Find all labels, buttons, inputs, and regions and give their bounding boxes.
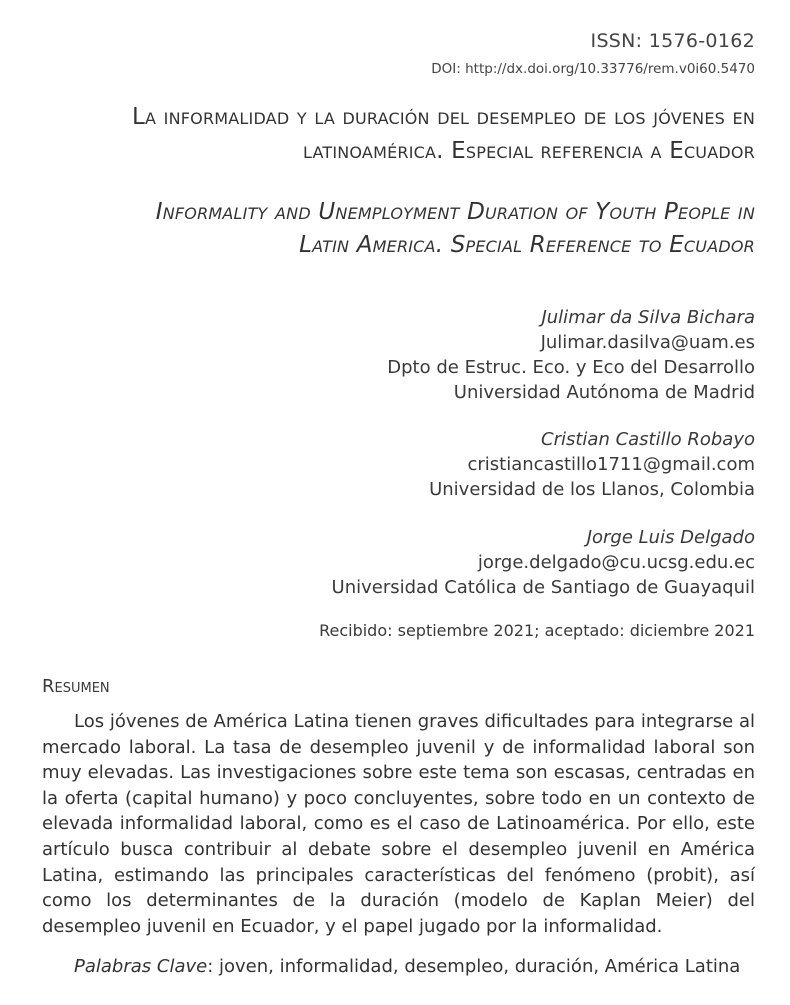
doi-link[interactable]: DOI: http://dx.doi.org/10.33776/rem.v0i60.5470 bbox=[431, 61, 755, 77]
received-accepted-dates: Recibido: septiembre 2021; aceptado: diciembre 2021 bbox=[319, 621, 755, 640]
author-block-3 bbox=[332, 525, 755, 600]
abstract-heading: Resumen bbox=[42, 676, 110, 697]
author-block-2 bbox=[429, 427, 755, 502]
title-spanish bbox=[40, 100, 755, 168]
author-email[interactable]: jorge.delgado@cu.ucsg.edu.ec bbox=[477, 552, 755, 573]
title-spanish-line-1: La informalidad y la duración del desempleo de los jóvenes en bbox=[131, 104, 755, 130]
author-name: Julimar da Silva Bichara bbox=[541, 307, 755, 328]
author-affiliation: Universidad Autónoma de Madrid bbox=[453, 382, 755, 403]
author-affiliation: Dpto de Estruc. Eco. y Eco del Desarrollo bbox=[387, 357, 755, 378]
abstract-text: Los jóvenes de América Latina tienen graves dificultades para integrarse al mercado laboral. La tasa de desempleo juvenil y de informalidad laboral son muy elevadas. Las investigaciones sobre este tema son escasas, centradas en la oferta (capital humano) y poco concluyentes, sobre todo en un contexto de elevada informalidad laboral, como es el caso de Latinoamérica. Por ello, este artículo busca contribuir al debate sobre el desempleo juvenil en América Latina, estimando las principales características del fenómeno (probit), así como los determinantes de la duración (modelo de Kaplan Meier) del desempleo juvenil en Ecuador, y el papel jugado por la informalidad. bbox=[42, 711, 755, 937]
keywords-separator: : bbox=[207, 956, 214, 977]
author-email[interactable]: Julimar.dasilva@uam.es bbox=[540, 332, 755, 353]
keywords-label: Palabras Clave bbox=[74, 956, 208, 977]
title-english bbox=[40, 196, 755, 262]
author-block-1 bbox=[387, 305, 755, 405]
author-email[interactable]: cristiancastillo1711@gmail.com bbox=[467, 454, 755, 475]
keywords bbox=[74, 956, 740, 977]
author-name: Cristian Castillo Robayo bbox=[541, 429, 755, 450]
issn: ISSN: 1576-0162 bbox=[590, 30, 755, 52]
keywords-values: joven, informalidad, desempleo, duración, América Latina bbox=[213, 956, 741, 977]
title-english-line-2: Latin America. Special Reference to Ecuador bbox=[299, 232, 755, 258]
author-affiliation: Universidad Católica de Santiago de Guayaquil bbox=[331, 577, 755, 598]
title-spanish-line-2: latinoamérica. Especial referencia a Ecuador bbox=[302, 138, 755, 164]
author-name: Jorge Luis Delgado bbox=[586, 527, 755, 548]
author-affiliation: Universidad de los Llanos, Colombia bbox=[429, 479, 755, 500]
title-english-line-1: Informality and Unemployment Duration of Youth People in bbox=[155, 199, 755, 225]
